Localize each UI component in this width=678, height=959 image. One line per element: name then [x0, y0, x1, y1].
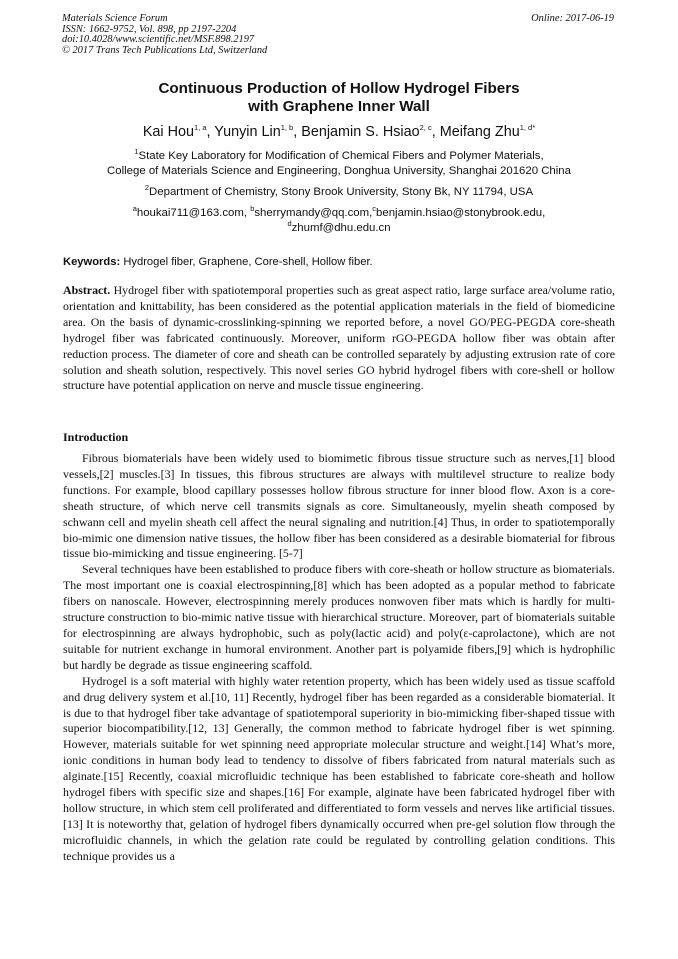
abstract-label: Abstract. — [63, 283, 111, 297]
email: houkai711@163.com — [136, 207, 244, 219]
affil-line: Department of Chemistry, Stony Brook University, Stony Bk, NY 11794, USA — [149, 186, 534, 198]
paragraph: Fibrous biomaterials have been widely used to biomimetic fibrous tissue structure such as nerves,[1] blood vessels,[2] muscles.[3] In tissues, this fibrous structures are always with multilevel structure to realize body functions. For example, blood capillary possesses hollow fibrous structure for inner blood flow. Axon is a core-sheath structure, of which nerve cell transmits signals as core. Simultaneously, myelin sheath composed by schwann cell and myelin sheath cell affect the neural signaling and nutrition.[4] Thus, in order to spatiotemporally bio-mimic one dimension native tissues, the hollow fiber has been considered as a desirable biomaterial for fibrous tissue bio-mimicking and tissue engineering. [5-7] — [63, 451, 615, 561]
affil-line: College of Materials Science and Engineering, Donghua University, Shanghai 201620 China — [107, 165, 571, 178]
author-affil-mark: 1, d* — [519, 123, 536, 133]
keywords — [63, 256, 373, 268]
author-name: Benjamin S. Hsiao — [301, 124, 420, 140]
author-name: Kai Hou — [142, 124, 195, 140]
journal-name: Materials Science Forum — [62, 13, 168, 24]
affil-number: 1 — [134, 147, 139, 157]
affiliation-1 — [0, 149, 678, 179]
author-affil-mark: 2, c — [419, 123, 432, 133]
abstract — [63, 283, 615, 394]
keywords-label: Keywords: — [63, 256, 121, 268]
paragraph: Hydrogel is a soft material with highly water retention property, which has been widely used as tissue scaffold and drug delivery system et al.[10, 11] Recently, hydrogel fiber has been regarded as a considerable biomaterial. It is due to that hydrogel fiber take advantage of spatiotemporal superiority in bio-mimicking fiber-shaped tissue with superior biocompatibility.[12, 13] Generally, the common method to fabricate hydrogel fiber is wet spinning. However, materials suitable for wet spinning need appropriate molecular structure and weight.[14] What’s more, ionic conditions in human body lead to tendency to dissolve of fibers fabricated from natural materials such as alginate.[15] Recently, coaxial microfluidic technique has been established to fabricate core-sheath and hollow hydrogel fibers with specific size and shapes.[16] For example, alginate have been fabricated hydrogel fiber with hollow structure, in which stem cell proliferated and differentiated to form vessels and nerves like artificial tissues.[13] It is noteworthy that, gelation of hydrogel fibers dynamically occurred when pre-gel solution flow through the microfluidic channels, in which the gelation rate could be regulated by controlling gelation conditions. This technique provides us a — [63, 673, 615, 863]
author-name: Yunyin Lin — [214, 124, 281, 140]
introduction-body — [63, 451, 615, 865]
author-affil-mark: 1, a — [194, 123, 207, 133]
journal-header — [62, 14, 267, 56]
affiliation-2 — [0, 185, 678, 200]
author-name: Meifang Zhu — [439, 124, 520, 140]
online-date: Online: 2017-06-19 — [531, 13, 614, 24]
email-mark: d — [287, 219, 292, 229]
doi-line: doi:10.4028/www.scientific.net/MSF.898.2197 — [62, 34, 255, 46]
issn-line: ISSN: 1662-9752, Vol. 898, pp 2197-2204 — [62, 23, 237, 35]
email-mark: c — [372, 204, 377, 214]
email: zhumf@dhu.edu.cn — [291, 222, 391, 235]
affil-line: State Key Laboratory for Modification of Chemical Fibers and Polymer Materials, — [138, 150, 544, 162]
email-mark: b — [250, 204, 255, 214]
keywords-text: Hydrogel fiber, Graphene, Core-shell, Hollow fiber. — [123, 256, 373, 268]
email-list: $^a$houkai711@163.com, $^b$sherrymandy@qq.com,$^c$benjamin.hsiao@stonybrook.edu, $^d$zhumf@dhu.edu.cn — [132, 204, 546, 235]
email: benjamin.hsiao@stonybrook.edu — [376, 207, 543, 219]
title-line-1: Continuous Production of Hollow Hydrogel Fibers — [158, 80, 520, 97]
copyright-line: © 2017 Trans Tech Publications Ltd, Switzerland — [62, 44, 268, 56]
email-mark: a — [132, 204, 137, 214]
email: sherrymandy@qq.com — [254, 207, 370, 219]
title-line-2: with Graphene Inner Wall — [248, 98, 430, 115]
abstract-text: Hydrogel fiber with spatiotemporal properties such as great aspect ratio, large surface area/volume ratio, orientation and knittability, has been considered as the potential application materials in the field of biomedicine area. On the basis of dynamic-crosslinking-spinning we reported before, a novel GO/PEG-PEGDA core-sheath hydrogel fiber was fabricated continuously. Moreover, uniform rGO-PEGDA hollow fiber was obtain after reduction process. The diameter of core and sheath can be controlled separately by adjusting extrusion rate of core solution and sheath solution, respectively. This novel series GO hybrid hydrogel fibers with core-shell or hollow structure have potential application on nerve and muscle tissue engineering. — [63, 283, 615, 393]
author-affil-mark: 1, b — [280, 123, 294, 133]
author-list: Kai Hou$^{1, a}$, Yunyin Lin$^{1, b}$, Benjamin S. Hsiao$^{2, c}$, Meifang Zhu$^{1, d*}$ — [142, 123, 536, 140]
affil-number: 2 — [144, 183, 150, 193]
section-heading-introduction: Introduction — [63, 430, 129, 444]
paper-title — [0, 80, 678, 116]
paragraph: Several techniques have been established to produce fibers with core-sheath or hollow structure as biomaterials. The most important one is coaxial electrospinning,[8] which has been adopted as a popular method to fabricate fibers on nanoscale. However, electrospinning merely produces nonwoven fiber mats which is hardly for multi-structure construction to bio-mimic native tissue with hierarchical structure. Moreover, part of biomaterials suitable for electrospinning are always hydrophobic, such as poly(lactic acid) and poly(ε-caprolactone), which are not suitable for nutrient exchange in humoral environment. Another part is polyamide fibers,[9] which is hydrophilic but hardly be degrade as tissue engineering scaffold. — [63, 562, 615, 672]
